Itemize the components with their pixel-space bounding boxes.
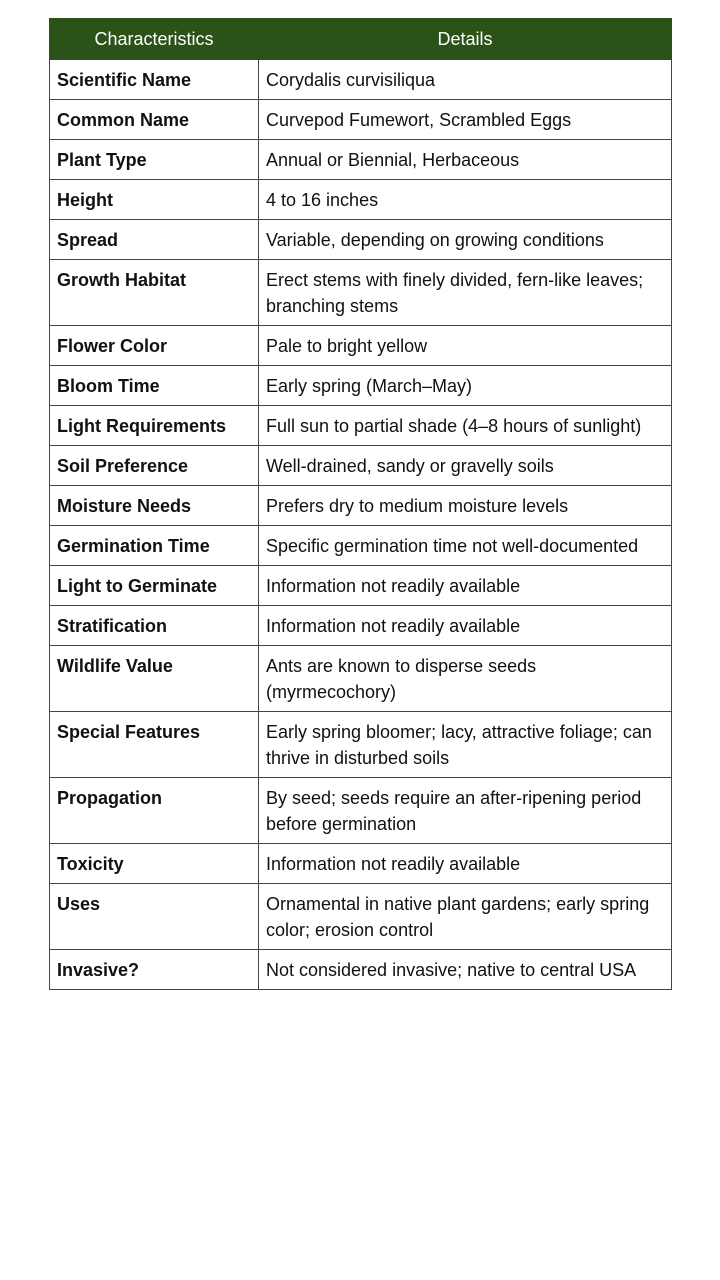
table-row bbox=[50, 606, 672, 646]
row-label: Common Name bbox=[50, 100, 259, 140]
row-label: Toxicity bbox=[50, 844, 259, 884]
row-value: Ornamental in native plant gardens; early spring color; erosion control bbox=[259, 884, 672, 950]
table-row bbox=[50, 486, 672, 526]
row-value: Corydalis curvisiliqua bbox=[259, 60, 672, 100]
row-label: Invasive? bbox=[50, 950, 259, 990]
table-row bbox=[50, 326, 672, 366]
header-characteristics: Characteristics bbox=[50, 19, 259, 60]
row-value: Early spring bloomer; lacy, attractive foliage; can thrive in disturbed soils bbox=[259, 712, 672, 778]
table-row bbox=[50, 140, 672, 180]
row-value: Pale to bright yellow bbox=[259, 326, 672, 366]
table-row bbox=[50, 446, 672, 486]
row-value: Prefers dry to medium moisture levels bbox=[259, 486, 672, 526]
row-value: Information not readily available bbox=[259, 606, 672, 646]
row-label: Propagation bbox=[50, 778, 259, 844]
row-label: Stratification bbox=[50, 606, 259, 646]
row-label: Moisture Needs bbox=[50, 486, 259, 526]
characteristics-table bbox=[49, 18, 672, 990]
table-row bbox=[50, 950, 672, 990]
row-label: Light Requirements bbox=[50, 406, 259, 446]
table-row bbox=[50, 220, 672, 260]
row-value: Information not readily available bbox=[259, 844, 672, 884]
row-value: Variable, depending on growing conditions bbox=[259, 220, 672, 260]
row-label: Growth Habitat bbox=[50, 260, 259, 326]
table-row bbox=[50, 100, 672, 140]
row-value: Ants are known to disperse seeds (myrmecochory) bbox=[259, 646, 672, 712]
row-label: Flower Color bbox=[50, 326, 259, 366]
row-label: Wildlife Value bbox=[50, 646, 259, 712]
row-label: Germination Time bbox=[50, 526, 259, 566]
table-row bbox=[50, 712, 672, 778]
table-row bbox=[50, 884, 672, 950]
table-row bbox=[50, 366, 672, 406]
table-body bbox=[50, 60, 672, 990]
row-label: Scientific Name bbox=[50, 60, 259, 100]
header-details: Details bbox=[259, 19, 672, 60]
row-label: Plant Type bbox=[50, 140, 259, 180]
row-value: Well-drained, sandy or gravelly soils bbox=[259, 446, 672, 486]
row-label: Height bbox=[50, 180, 259, 220]
row-value: 4 to 16 inches bbox=[259, 180, 672, 220]
table-row bbox=[50, 526, 672, 566]
row-value: Curvepod Fumewort, Scrambled Eggs bbox=[259, 100, 672, 140]
table-row bbox=[50, 778, 672, 844]
row-label: Soil Preference bbox=[50, 446, 259, 486]
table-row bbox=[50, 180, 672, 220]
table-row bbox=[50, 60, 672, 100]
table-row bbox=[50, 406, 672, 446]
row-label: Light to Germinate bbox=[50, 566, 259, 606]
row-label: Uses bbox=[50, 884, 259, 950]
row-value: Information not readily available bbox=[259, 566, 672, 606]
row-value: Annual or Biennial, Herbaceous bbox=[259, 140, 672, 180]
header-row bbox=[50, 19, 672, 60]
row-value: Early spring (March–May) bbox=[259, 366, 672, 406]
table-row bbox=[50, 260, 672, 326]
row-label: Spread bbox=[50, 220, 259, 260]
row-value: Not considered invasive; native to central USA bbox=[259, 950, 672, 990]
row-label: Bloom Time bbox=[50, 366, 259, 406]
row-value: Specific germination time not well-documented bbox=[259, 526, 672, 566]
table-row bbox=[50, 844, 672, 884]
table-row bbox=[50, 566, 672, 606]
row-value: Erect stems with finely divided, fern-like leaves; branching stems bbox=[259, 260, 672, 326]
table-row bbox=[50, 646, 672, 712]
table-header bbox=[50, 19, 672, 60]
row-value: By seed; seeds require an after-ripening period before germination bbox=[259, 778, 672, 844]
row-value: Full sun to partial shade (4–8 hours of sunlight) bbox=[259, 406, 672, 446]
characteristics-table-container bbox=[49, 18, 671, 990]
row-label: Special Features bbox=[50, 712, 259, 778]
